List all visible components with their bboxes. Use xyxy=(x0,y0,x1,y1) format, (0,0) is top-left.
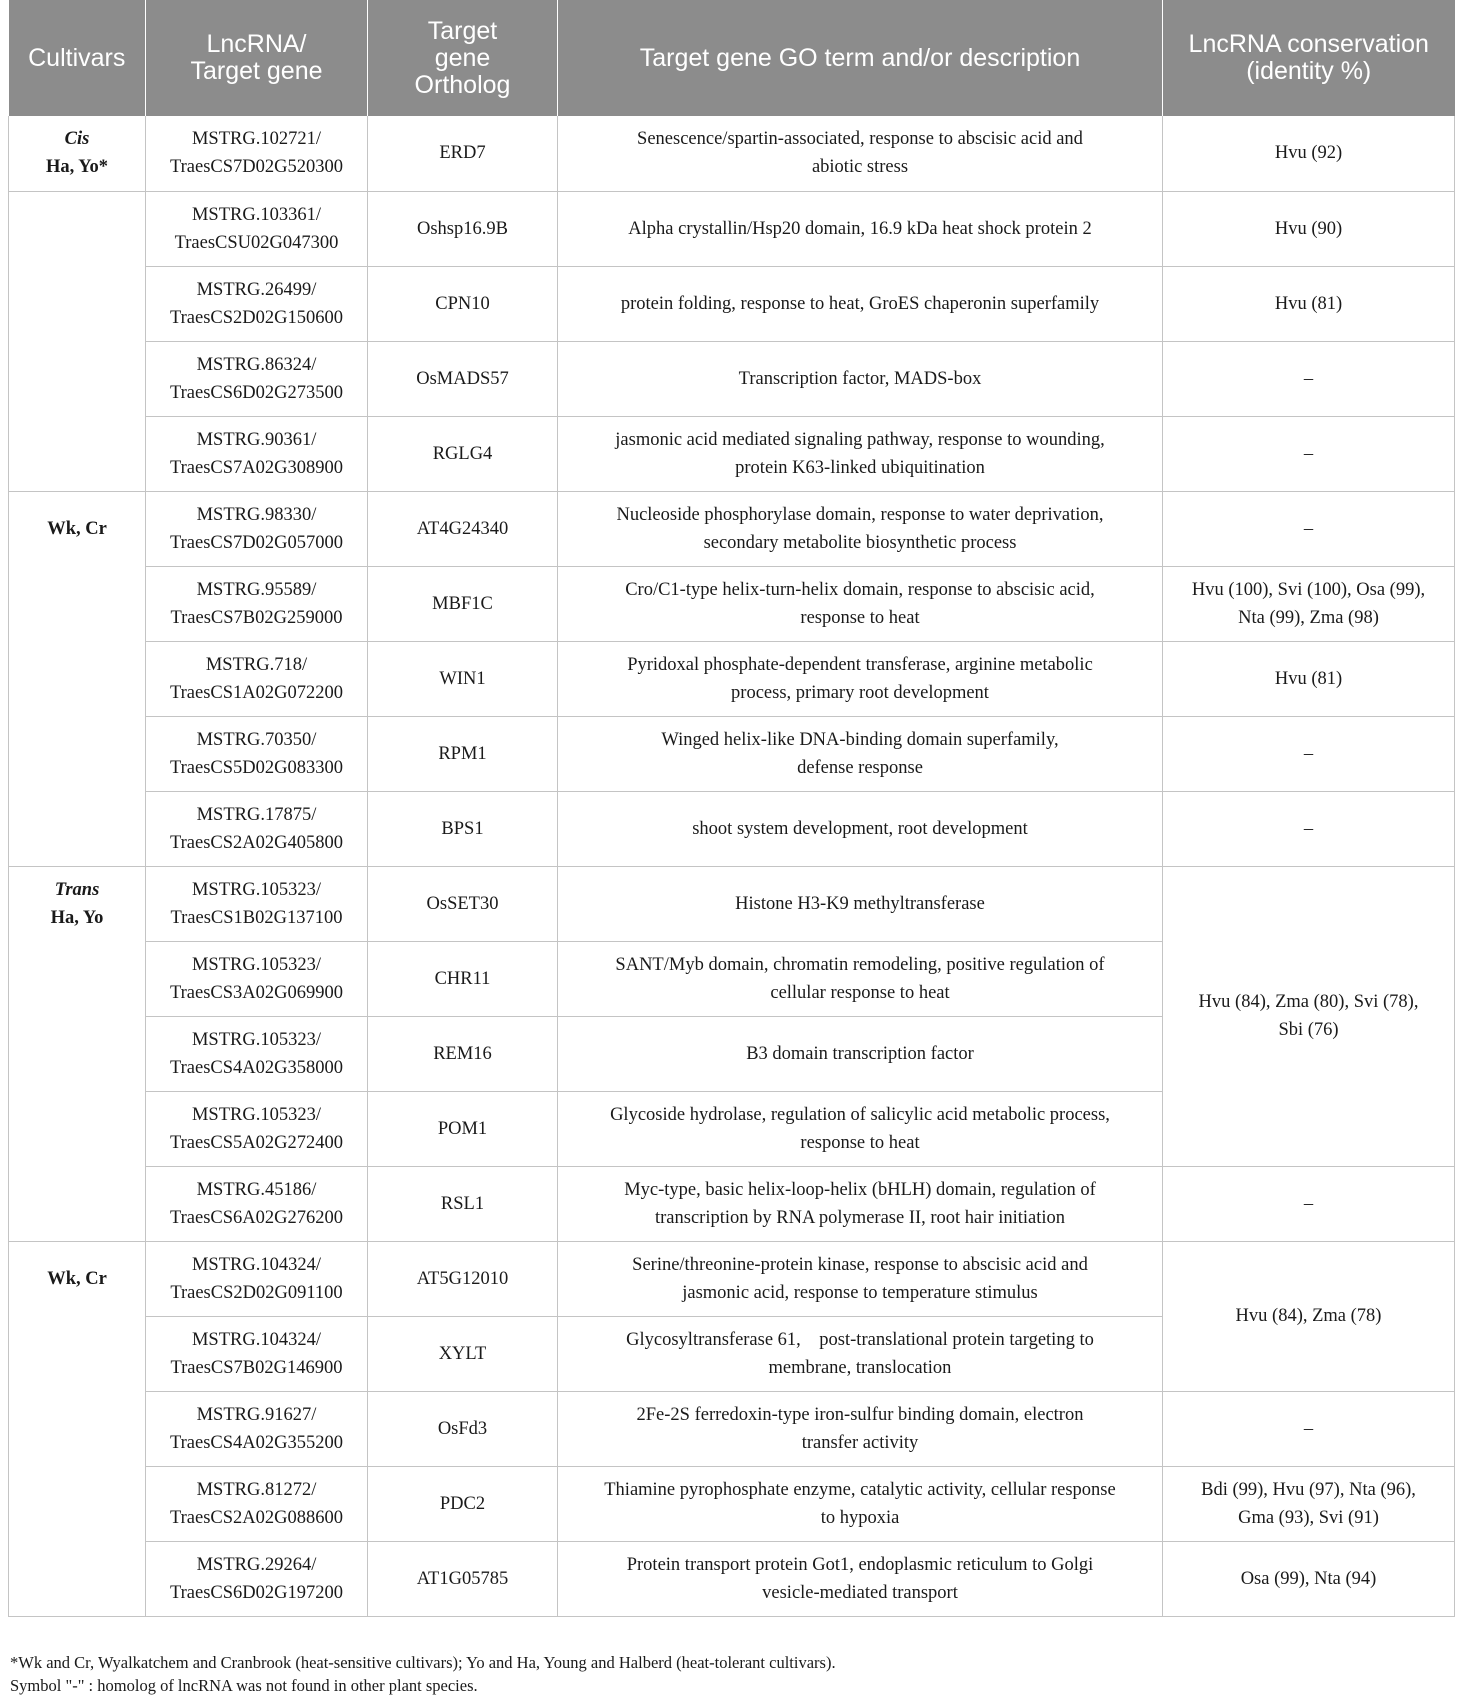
conservation-cell: – xyxy=(1163,491,1455,566)
cultivar-cell xyxy=(9,341,146,416)
conservation-cell: – xyxy=(1163,716,1455,791)
lncrna-cell: MSTRG.105323/ TraesCS5A02G272400 xyxy=(146,1091,368,1166)
lncrna-cell: MSTRG.98330/ TraesCS7D02G057000 xyxy=(146,491,368,566)
lncrna-cell: MSTRG.17875/ TraesCS2A02G405800 xyxy=(146,791,368,866)
go-cell: jasmonic acid mediated signaling pathway, response to wounding, protein K63-linked ubiquitination xyxy=(558,416,1163,491)
header-ortholog: Target gene Ortholog xyxy=(368,0,558,116)
go-cell: Winged helix-like DNA-binding domain superfamily, defense response xyxy=(558,716,1163,791)
lncrna-cell: MSTRG.90361/ TraesCS7A02G308900 xyxy=(146,416,368,491)
ortholog-cell: BPS1 xyxy=(368,791,558,866)
lncrna-cell: MSTRG.91627/ TraesCS4A02G355200 xyxy=(146,1391,368,1466)
go-cell: Protein transport protein Got1, endoplasmic reticulum to Golgi vesicle-mediated transport xyxy=(558,1541,1163,1616)
cultivar-cell xyxy=(9,1391,146,1466)
go-cell: SANT/Myb domain, chromatin remodeling, positive regulation of cellular response to heat xyxy=(558,941,1163,1016)
go-cell: Glycoside hydrolase, regulation of salicylic acid metabolic process, response to heat xyxy=(558,1091,1163,1166)
ortholog-cell: RSL1 xyxy=(368,1166,558,1241)
go-cell: Transcription factor, MADS-box xyxy=(558,341,1163,416)
conservation-cell-merged: Hvu (84), Zma (78) xyxy=(1163,1241,1455,1391)
cultivar-cell-cis: Cis Ha, Yo* xyxy=(9,116,146,191)
table-row xyxy=(9,641,1455,716)
table-container xyxy=(8,0,1454,1617)
cultivar-cell xyxy=(9,716,146,791)
go-cell: Serine/threonine-protein kinase, response to abscisic acid and jasmonic acid, response to temperature stimulus xyxy=(558,1241,1163,1316)
cultivar-cell xyxy=(9,941,146,1016)
table-row xyxy=(9,116,1455,191)
go-cell: Glycosyltransferase 61, post-translational protein targeting to membrane, translocation xyxy=(558,1316,1163,1391)
conservation-cell: Hvu (90) xyxy=(1163,191,1455,266)
table-row xyxy=(9,1391,1455,1466)
cultivar-cell-wk-cr: Wk, Cr xyxy=(9,491,146,566)
ortholog-cell: OsMADS57 xyxy=(368,341,558,416)
ortholog-cell: WIN1 xyxy=(368,641,558,716)
table-row xyxy=(9,866,1455,941)
lncrna-cell: MSTRG.102721/ TraesCS7D02G520300 xyxy=(146,116,368,191)
conservation-cell: – xyxy=(1163,341,1455,416)
lncrna-cell: MSTRG.104324/ TraesCS7B02G146900 xyxy=(146,1316,368,1391)
table-row xyxy=(9,566,1455,641)
table-row xyxy=(9,191,1455,266)
go-cell: Cro/C1-type helix-turn-helix domain, response to abscisic acid, response to heat xyxy=(558,566,1163,641)
conservation-cell: – xyxy=(1163,416,1455,491)
header-conservation: LncRNA conservation (identity %) xyxy=(1163,0,1455,116)
cultivar-cell xyxy=(9,266,146,341)
go-cell: Thiamine pyrophosphate enzyme, catalytic activity, cellular response to hypoxia xyxy=(558,1466,1163,1541)
ortholog-cell: Oshsp16.9B xyxy=(368,191,558,266)
lncrna-cell: MSTRG.70350/ TraesCS5D02G083300 xyxy=(146,716,368,791)
go-cell: Histone H3-K9 methyltransferase xyxy=(558,866,1163,941)
cultivar-cell xyxy=(9,1466,146,1541)
ortholog-cell: MBF1C xyxy=(368,566,558,641)
ortholog-cell: AT1G05785 xyxy=(368,1541,558,1616)
ortholog-cell: AT5G12010 xyxy=(368,1241,558,1316)
table-row xyxy=(9,491,1455,566)
go-cell: shoot system development, root development xyxy=(558,791,1163,866)
conservation-cell-merged: Hvu (84), Zma (80), Svi (78), Sbi (76) xyxy=(1163,866,1455,1166)
cultivar-cell xyxy=(9,791,146,866)
ortholog-cell: RPM1 xyxy=(368,716,558,791)
conservation-cell: Bdi (99), Hvu (97), Nta (96), Gma (93), Svi (91) xyxy=(1163,1466,1455,1541)
lncrna-cell: MSTRG.103361/ TraesCSU02G047300 xyxy=(146,191,368,266)
ortholog-cell: REM16 xyxy=(368,1016,558,1091)
cultivar-cell xyxy=(9,416,146,491)
go-cell: Nucleoside phosphorylase domain, response to water deprivation, secondary metabolite biosynthetic process xyxy=(558,491,1163,566)
table-row xyxy=(9,266,1455,341)
conservation-cell: Osa (99), Nta (94) xyxy=(1163,1541,1455,1616)
cultivar-cell xyxy=(9,1316,146,1391)
lncrna-target-table xyxy=(8,0,1455,1617)
lncrna-cell: MSTRG.86324/ TraesCS6D02G273500 xyxy=(146,341,368,416)
ortholog-cell: AT4G24340 xyxy=(368,491,558,566)
lncrna-cell: MSTRG.26499/ TraesCS2D02G150600 xyxy=(146,266,368,341)
table-row xyxy=(9,1541,1455,1616)
table-row xyxy=(9,416,1455,491)
header-lncrna-target: LncRNA/ Target gene xyxy=(146,0,368,116)
ortholog-cell: OsFd3 xyxy=(368,1391,558,1466)
table-row xyxy=(9,1466,1455,1541)
lncrna-cell: MSTRG.718/ TraesCS1A02G072200 xyxy=(146,641,368,716)
go-cell: Pyridoxal phosphate-dependent transferase, arginine metabolic process, primary root development xyxy=(558,641,1163,716)
cultivar-cell xyxy=(9,1541,146,1616)
conservation-cell: Hvu (81) xyxy=(1163,641,1455,716)
cultivar-cell xyxy=(9,641,146,716)
table-footnotes xyxy=(10,1651,836,1697)
cultivar-cell-wk-cr: Wk, Cr xyxy=(9,1241,146,1316)
header-row xyxy=(9,0,1455,116)
cultivar-cell xyxy=(9,1091,146,1166)
cultivar-cell-trans: Trans Ha, Yo xyxy=(9,866,146,941)
footnote-cultivars: *Wk and Cr, Wyalkatchem and Cranbrook (heat-sensitive cultivars); Yo and Ha, Young and Halberd (heat-tolerant cultivars). xyxy=(10,1653,836,1672)
table-row xyxy=(9,716,1455,791)
go-cell: Senescence/spartin-associated, response to abscisic acid and abiotic stress xyxy=(558,116,1163,191)
lncrna-cell: MSTRG.105323/ TraesCS1B02G137100 xyxy=(146,866,368,941)
conservation-cell: Hvu (81) xyxy=(1163,266,1455,341)
table-row xyxy=(9,791,1455,866)
lncrna-cell: MSTRG.105323/ TraesCS3A02G069900 xyxy=(146,941,368,1016)
table-row xyxy=(9,341,1455,416)
table-row xyxy=(9,1241,1455,1316)
table-row xyxy=(9,1166,1455,1241)
ortholog-cell: RGLG4 xyxy=(368,416,558,491)
lncrna-cell: MSTRG.95589/ TraesCS7B02G259000 xyxy=(146,566,368,641)
lncrna-cell: MSTRG.105323/ TraesCS4A02G358000 xyxy=(146,1016,368,1091)
ortholog-cell: PDC2 xyxy=(368,1466,558,1541)
ortholog-cell: CPN10 xyxy=(368,266,558,341)
ortholog-cell: POM1 xyxy=(368,1091,558,1166)
cultivar-cell xyxy=(9,1166,146,1241)
lncrna-cell: MSTRG.81272/ TraesCS2A02G088600 xyxy=(146,1466,368,1541)
conservation-cell: Hvu (100), Svi (100), Osa (99), Nta (99), Zma (98) xyxy=(1163,566,1455,641)
conservation-cell: – xyxy=(1163,1391,1455,1466)
go-cell: protein folding, response to heat, GroES chaperonin superfamily xyxy=(558,266,1163,341)
cultivar-cell xyxy=(9,191,146,266)
cultivar-cell xyxy=(9,1016,146,1091)
conservation-cell: Hvu (92) xyxy=(1163,116,1455,191)
lncrna-cell: MSTRG.29264/ TraesCS6D02G197200 xyxy=(146,1541,368,1616)
footnote-symbol: Symbol "-" : homolog of lncRNA was not found in other plant species. xyxy=(10,1676,478,1695)
ortholog-cell: XYLT xyxy=(368,1316,558,1391)
ortholog-cell: OsSET30 xyxy=(368,866,558,941)
cultivar-cell xyxy=(9,566,146,641)
header-cultivars: Cultivars xyxy=(9,0,146,116)
ortholog-cell: ERD7 xyxy=(368,116,558,191)
go-cell: Alpha crystallin/Hsp20 domain, 16.9 kDa heat shock protein 2 xyxy=(558,191,1163,266)
go-cell: Myc-type, basic helix-loop-helix (bHLH) domain, regulation of transcription by RNA polymerase II, root hair initiation xyxy=(558,1166,1163,1241)
lncrna-cell: MSTRG.45186/ TraesCS6A02G276200 xyxy=(146,1166,368,1241)
go-cell: 2Fe-2S ferredoxin-type iron-sulfur binding domain, electron transfer activity xyxy=(558,1391,1163,1466)
conservation-cell: – xyxy=(1163,1166,1455,1241)
lncrna-cell: MSTRG.104324/ TraesCS2D02G091100 xyxy=(146,1241,368,1316)
go-cell: B3 domain transcription factor xyxy=(558,1016,1163,1091)
conservation-cell: – xyxy=(1163,791,1455,866)
ortholog-cell: CHR11 xyxy=(368,941,558,1016)
header-go-term: Target gene GO term and/or description xyxy=(558,0,1163,116)
